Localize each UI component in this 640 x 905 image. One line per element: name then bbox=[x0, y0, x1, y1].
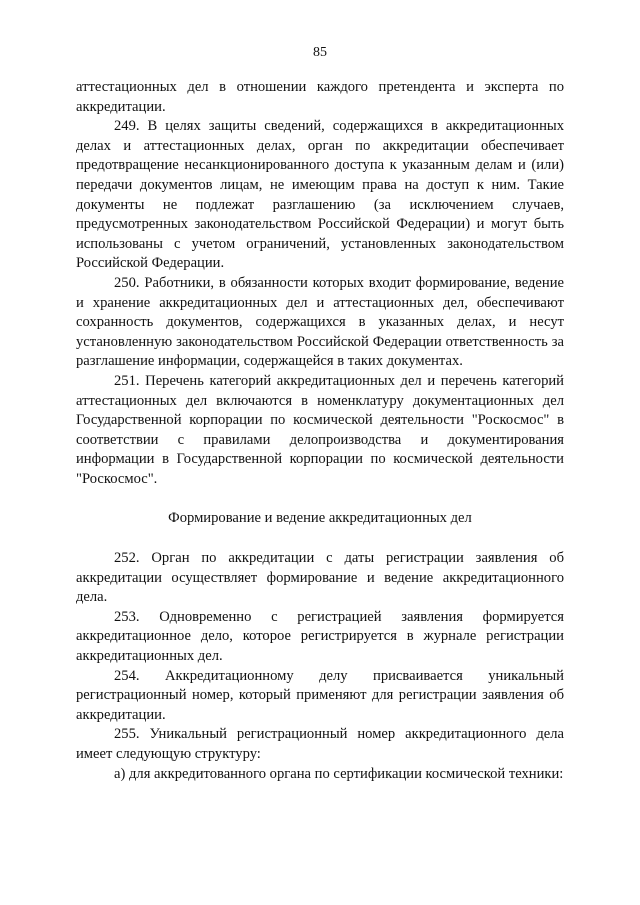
paragraph-250: 250. Работники, в обязанности которых входит формирование, ведение и хранение аккредитационных дел и аттестационных дел, обеспечивают сохранность документов, содержащихся в указанных делах, и несут установленную законодательством Российской Федерации ответственность за разглашение информации, содержащейся в таких документах. bbox=[76, 274, 564, 370]
paragraph-252: 252. Орган по аккредитации с даты регистрации заявления об аккредитации осуществляет формирование и ведение аккредитационного дела. bbox=[76, 550, 564, 606]
paragraph-254: 254. Аккредитационному делу присваивается уникальный регистрационный номер, который применяют для регистрации заявления об аккредитации. bbox=[76, 667, 564, 723]
paragraph-251: 251. Перечень категорий аккредитационных дел и перечень категорий аттестационных дел включаются в номенклатуру документационных дел Государственной корпорации по космической деятельности "Роскосмос" в соответствии с правилами делопроизводства и документирования информации в Государственной корпорации по космической деятельности "Роскосмос". bbox=[76, 372, 564, 487]
paragraph-item-a: а) для аккредитованного органа по сертификации космической техники: bbox=[114, 765, 564, 782]
section-heading: Формирование и ведение аккредитационных дел bbox=[168, 510, 472, 527]
paragraph-253: 253. Одновременно с регистрацией заявления формируется аккредитационное дело, которое регистрируется в журнале регистрации аккредитационных дел. bbox=[76, 608, 564, 665]
paragraph-249: 249. В целях защиты сведений, содержащихся в аккредитационных делах и аттестационных делах, орган по аккредитации обеспечивает предотвращение несанкционированного доступа к указанным делам и (или) передачи документов лицам, не имеющим права на доступ к ним. Такие документы не подлежат разглашению (за исключением случаев, предусмотренных законодательством Российской Федерации) и могут быть использованы с учетом ограничений, установленных законодательством Российской Федерации. bbox=[76, 118, 564, 272]
document-body bbox=[76, 78, 564, 784]
paragraph-255: 255. Уникальный регистрационный номер аккредитационного дела имеет следующую структуру: bbox=[76, 726, 564, 762]
paragraph-continuation: аттестационных дел в отношении каждого претендента и эксперта по аккредитации. bbox=[76, 79, 564, 115]
page-number: 85 bbox=[313, 45, 327, 60]
